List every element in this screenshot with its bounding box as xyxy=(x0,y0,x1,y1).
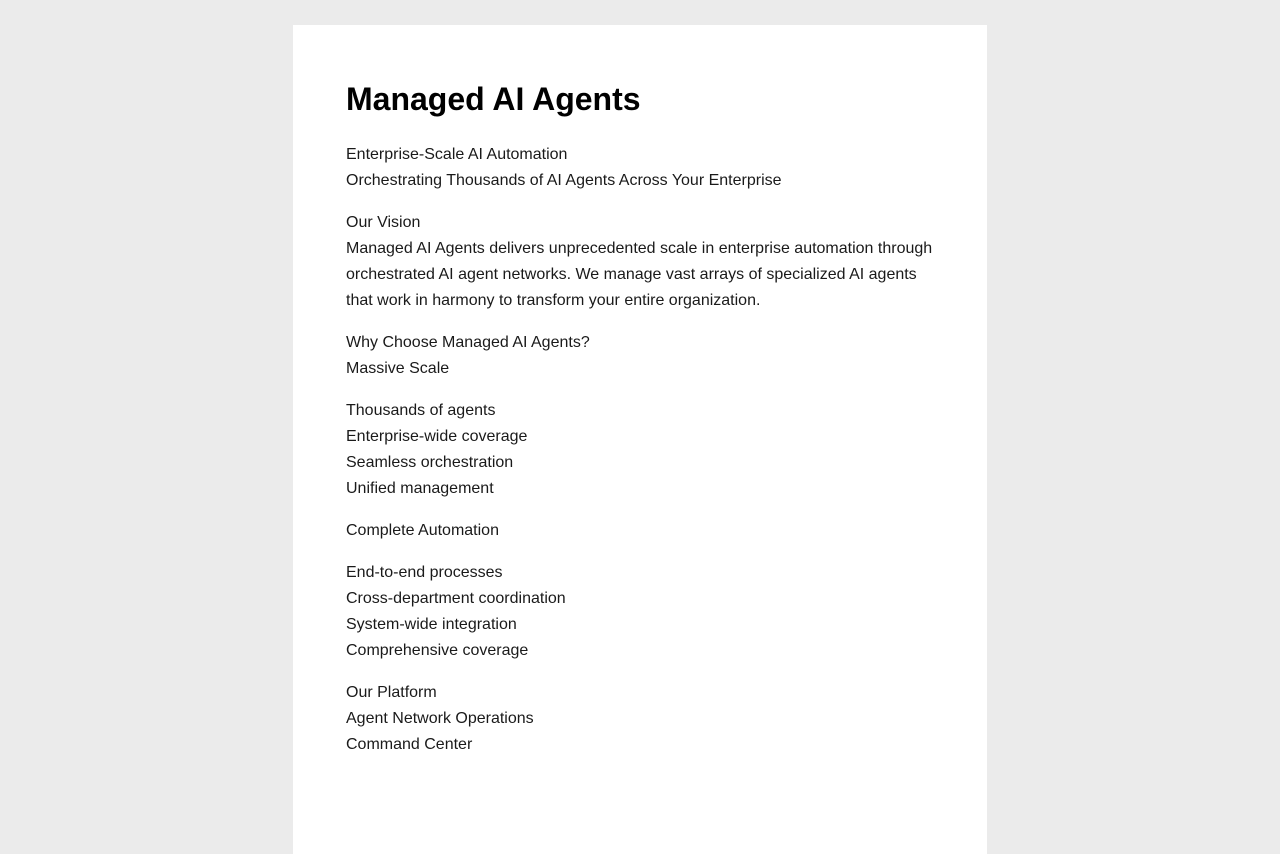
text-line: Seamless orchestration xyxy=(346,454,514,472)
document-page xyxy=(293,25,987,854)
text-line: Cross-department coordination xyxy=(346,590,566,608)
text-line: System-wide integration xyxy=(346,616,517,634)
text-line: Orchestrating Thousands of AI Agents Across Your Enterprise xyxy=(346,172,782,190)
text-line: Our Vision xyxy=(346,214,421,232)
text-block-automation-features xyxy=(346,560,934,664)
text-block-platform xyxy=(346,680,934,758)
text-block-intro xyxy=(346,142,934,194)
text-line: Complete Automation xyxy=(346,522,499,540)
text-line: Comprehensive coverage xyxy=(346,642,529,660)
text-line: Massive Scale xyxy=(346,360,450,378)
text-line: Agent Network Operations xyxy=(346,710,534,728)
text-block-massive-scale-features xyxy=(346,398,934,502)
text-block-why-choose xyxy=(346,330,934,382)
text-line: Unified management xyxy=(346,480,494,498)
text-line: Thousands of agents xyxy=(346,402,496,420)
text-line: Enterprise-wide coverage xyxy=(346,428,528,446)
text-block-vision xyxy=(346,210,934,314)
text-block-complete-automation xyxy=(346,518,934,544)
page-title: Managed AI Agents xyxy=(346,81,641,117)
text-line: Enterprise-Scale AI Automation xyxy=(346,146,568,164)
text-line: Why Choose Managed AI Agents? xyxy=(346,334,590,352)
text-line: Managed AI Agents delivers unprecedented scale in enterprise automation through orchestrated AI agent networks. We manage vast arrays of specialized AI agents that work in harmony to transform your entire organization. xyxy=(346,240,933,310)
text-line: End-to-end processes xyxy=(346,564,503,582)
text-line: Command Center xyxy=(346,736,473,754)
text-line: Our Platform xyxy=(346,684,437,702)
